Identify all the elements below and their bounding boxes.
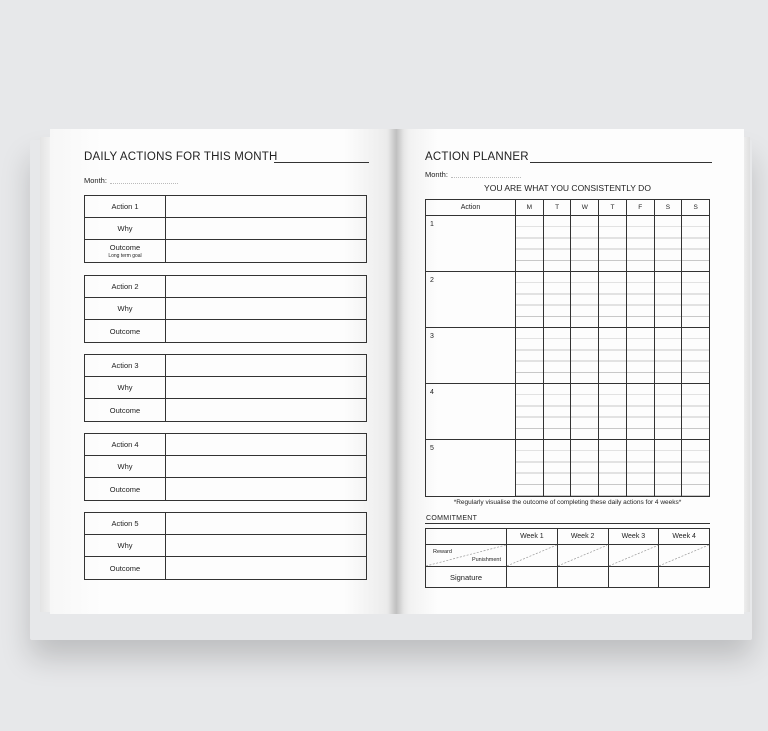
- planner-day-cell[interactable]: [544, 328, 572, 383]
- action-field[interactable]: [166, 434, 366, 455]
- action-row: [85, 434, 366, 456]
- outcome-row: [85, 320, 366, 342]
- planner-day-cell[interactable]: [655, 328, 683, 383]
- outcome-label: [85, 478, 166, 500]
- action-label-text: Action 5: [111, 519, 139, 528]
- why-row: [85, 218, 366, 240]
- planner-row-3: [426, 328, 709, 384]
- why-field[interactable]: [166, 298, 366, 319]
- action-field[interactable]: [166, 196, 366, 217]
- week-2-header: Week 2: [558, 529, 609, 544]
- action-block-4: [84, 433, 367, 501]
- right-page-title: ACTION PLANNER: [425, 151, 529, 163]
- planner-day-cell[interactable]: [544, 440, 572, 496]
- planner-row-1: [426, 216, 709, 272]
- week-2-signature-cell[interactable]: [558, 567, 609, 587]
- why-field[interactable]: [166, 377, 366, 398]
- planner-day-cell[interactable]: [544, 216, 572, 271]
- planner-day-cell[interactable]: [516, 272, 544, 327]
- planner-day-cell[interactable]: [599, 216, 627, 271]
- day-header-thu: T: [599, 200, 627, 215]
- planner-row-5: [426, 440, 709, 496]
- left-page-title: DAILY ACTIONS FOR THIS MONTH: [84, 151, 278, 163]
- planner-day-cell[interactable]: [544, 384, 572, 439]
- outcome-field[interactable]: [166, 240, 366, 262]
- planner-day-cell[interactable]: [627, 328, 655, 383]
- outcome-field[interactable]: [166, 478, 366, 500]
- outcome-label-text: Outcome: [109, 484, 141, 494]
- planner-day-cell[interactable]: [516, 216, 544, 271]
- planner-day-cell[interactable]: [516, 328, 544, 383]
- action-row: [85, 196, 366, 218]
- planner-day-cell[interactable]: [627, 272, 655, 327]
- signature-row: [426, 567, 709, 587]
- planner-action-cell[interactable]: 5: [426, 440, 516, 496]
- action-label-text: Action 2: [111, 282, 139, 291]
- action-field[interactable]: [166, 276, 366, 297]
- action-row: [85, 355, 366, 377]
- planner-day-cell[interactable]: [655, 216, 683, 271]
- diagonal-divider: [558, 545, 608, 566]
- why-field[interactable]: [166, 218, 366, 239]
- planner-day-cell[interactable]: [571, 440, 599, 496]
- month-field[interactable]: [451, 177, 521, 178]
- day-header-fri: F: [627, 200, 655, 215]
- outcome-row: [85, 240, 366, 262]
- planner-action-cell[interactable]: 4: [426, 384, 516, 439]
- planner-day-cell[interactable]: [655, 440, 683, 496]
- planner-row-4: [426, 384, 709, 440]
- outcome-label-text: Outcome: [109, 405, 141, 415]
- action-label: [85, 355, 166, 376]
- why-row: [85, 377, 366, 399]
- commitment-header-row: [426, 529, 709, 545]
- planner-day-cell[interactable]: [599, 384, 627, 439]
- outcome-field[interactable]: [166, 399, 366, 421]
- week-1-header: Week 1: [507, 529, 558, 544]
- action-label: [85, 196, 166, 217]
- outcome-row: [85, 478, 366, 500]
- month-label: Month:: [425, 170, 448, 179]
- week-4-reward-cell[interactable]: [659, 545, 709, 566]
- action-label: [85, 513, 166, 534]
- commitment-corner-cell: [426, 529, 507, 544]
- planner-day-cell[interactable]: [544, 272, 572, 327]
- planner-day-cell[interactable]: [571, 328, 599, 383]
- outcome-label: [85, 320, 166, 342]
- planner-day-cell[interactable]: [655, 384, 683, 439]
- action-field[interactable]: [166, 355, 366, 376]
- week-1-reward-cell[interactable]: [507, 545, 558, 566]
- outcome-label: [85, 240, 166, 262]
- why-label-text: Why: [117, 224, 133, 233]
- week-4-signature-cell[interactable]: [659, 567, 709, 587]
- outcome-label-text: Outcome: [109, 243, 141, 252]
- book-spine: [388, 129, 404, 614]
- why-label-text: Why: [117, 383, 133, 392]
- outcome-row: [85, 557, 366, 579]
- planner-header-row: [426, 200, 709, 216]
- action-field[interactable]: [166, 513, 366, 534]
- reward-punishment-label-cell: [426, 545, 507, 566]
- day-header-wed: W: [571, 200, 599, 215]
- outcome-label-text: Outcome: [109, 326, 141, 336]
- planner-day-cell[interactable]: [599, 440, 627, 496]
- outcome-label-text: Outcome: [109, 563, 141, 573]
- planner-day-cell[interactable]: [599, 328, 627, 383]
- planner-day-cell[interactable]: [627, 216, 655, 271]
- planner-day-cell[interactable]: [682, 384, 709, 439]
- action-label-text: Action 3: [111, 361, 139, 370]
- diagonal-divider: [507, 545, 557, 566]
- why-field[interactable]: [166, 456, 366, 477]
- planner-day-cell[interactable]: [655, 272, 683, 327]
- why-label-text: Why: [117, 304, 133, 313]
- month-label: Month:: [84, 176, 107, 185]
- planner-action-cell[interactable]: 3: [426, 328, 516, 383]
- why-row: [85, 456, 366, 478]
- why-row: [85, 298, 366, 320]
- why-label-text: Why: [117, 541, 133, 550]
- why-label: [85, 298, 166, 319]
- planner-row-2: [426, 272, 709, 328]
- planner-day-cell[interactable]: [682, 440, 709, 496]
- commitment-label: COMMITMENT: [426, 515, 478, 522]
- reward-label: Reward: [433, 549, 452, 555]
- action-planner-table: [425, 199, 710, 497]
- planner-subtitle: YOU ARE WHAT YOU CONSISTENTLY DO: [484, 183, 651, 193]
- day-header-sun: S: [693, 204, 698, 211]
- planner-day-cell[interactable]: [571, 384, 599, 439]
- why-label: [85, 377, 166, 398]
- planner-day-cell[interactable]: [571, 216, 599, 271]
- day-header-mon: M: [516, 200, 544, 215]
- action-column-header: Action: [426, 200, 516, 215]
- planner-action-cell[interactable]: 1: [426, 216, 516, 271]
- day-header-tue: T: [544, 200, 572, 215]
- action-label: [85, 434, 166, 455]
- week-2-reward-cell[interactable]: [558, 545, 609, 566]
- action-block-1: [84, 195, 367, 263]
- why-row: [85, 535, 366, 557]
- outcome-label: [85, 557, 166, 579]
- signature-label: Signature: [426, 567, 507, 587]
- why-field[interactable]: [166, 535, 366, 556]
- week-1-signature-cell[interactable]: [507, 567, 558, 587]
- diagonal-divider: [659, 545, 709, 566]
- why-label: [85, 535, 166, 556]
- planner-day-cell[interactable]: [599, 272, 627, 327]
- action-label-text: Action 1: [111, 202, 139, 211]
- punishment-label: Punishment: [471, 557, 501, 563]
- planner-day-cell[interactable]: [627, 384, 655, 439]
- action-row: [85, 513, 366, 535]
- title-underline: [274, 162, 369, 163]
- outcome-field[interactable]: [166, 557, 366, 579]
- title-underline: [530, 162, 712, 163]
- week-3-reward-cell[interactable]: [609, 545, 660, 566]
- commitment-table: [425, 528, 710, 588]
- month-field[interactable]: [110, 183, 178, 184]
- outcome-sublabel: Long term goal: [108, 253, 142, 259]
- action-label: [85, 276, 166, 297]
- planner-day-cell[interactable]: [682, 216, 709, 271]
- week-4-header: Week 4: [672, 533, 696, 540]
- planner-day-cell[interactable]: [627, 440, 655, 496]
- why-label: [85, 218, 166, 239]
- commitment-underline: [425, 523, 710, 524]
- week-3-signature-cell[interactable]: [609, 567, 660, 587]
- planner-day-cell[interactable]: [571, 272, 599, 327]
- action-row: [85, 276, 366, 298]
- week-3-header: Week 3: [609, 529, 660, 544]
- planner-day-cell[interactable]: [682, 272, 709, 327]
- action-label-text: Action 4: [111, 440, 139, 449]
- diagonal-divider: [609, 545, 659, 566]
- planner-day-cell[interactable]: [516, 440, 544, 496]
- outcome-row: [85, 399, 366, 421]
- planner-day-cell[interactable]: [516, 384, 544, 439]
- action-block-2: [84, 275, 367, 343]
- outcome-label: [85, 399, 166, 421]
- visualise-note: *Regularly visualise the outcome of completing these daily actions for 4 weeks*: [453, 499, 682, 506]
- day-header-sat: S: [655, 200, 683, 215]
- outcome-field[interactable]: [166, 320, 366, 342]
- planner-action-cell[interactable]: 2: [426, 272, 516, 327]
- why-label: [85, 456, 166, 477]
- planner-day-cell[interactable]: [682, 328, 709, 383]
- action-block-3: [84, 354, 367, 422]
- reward-punishment-row: [426, 545, 709, 567]
- action-block-5: [84, 512, 367, 580]
- why-label-text: Why: [117, 462, 133, 471]
